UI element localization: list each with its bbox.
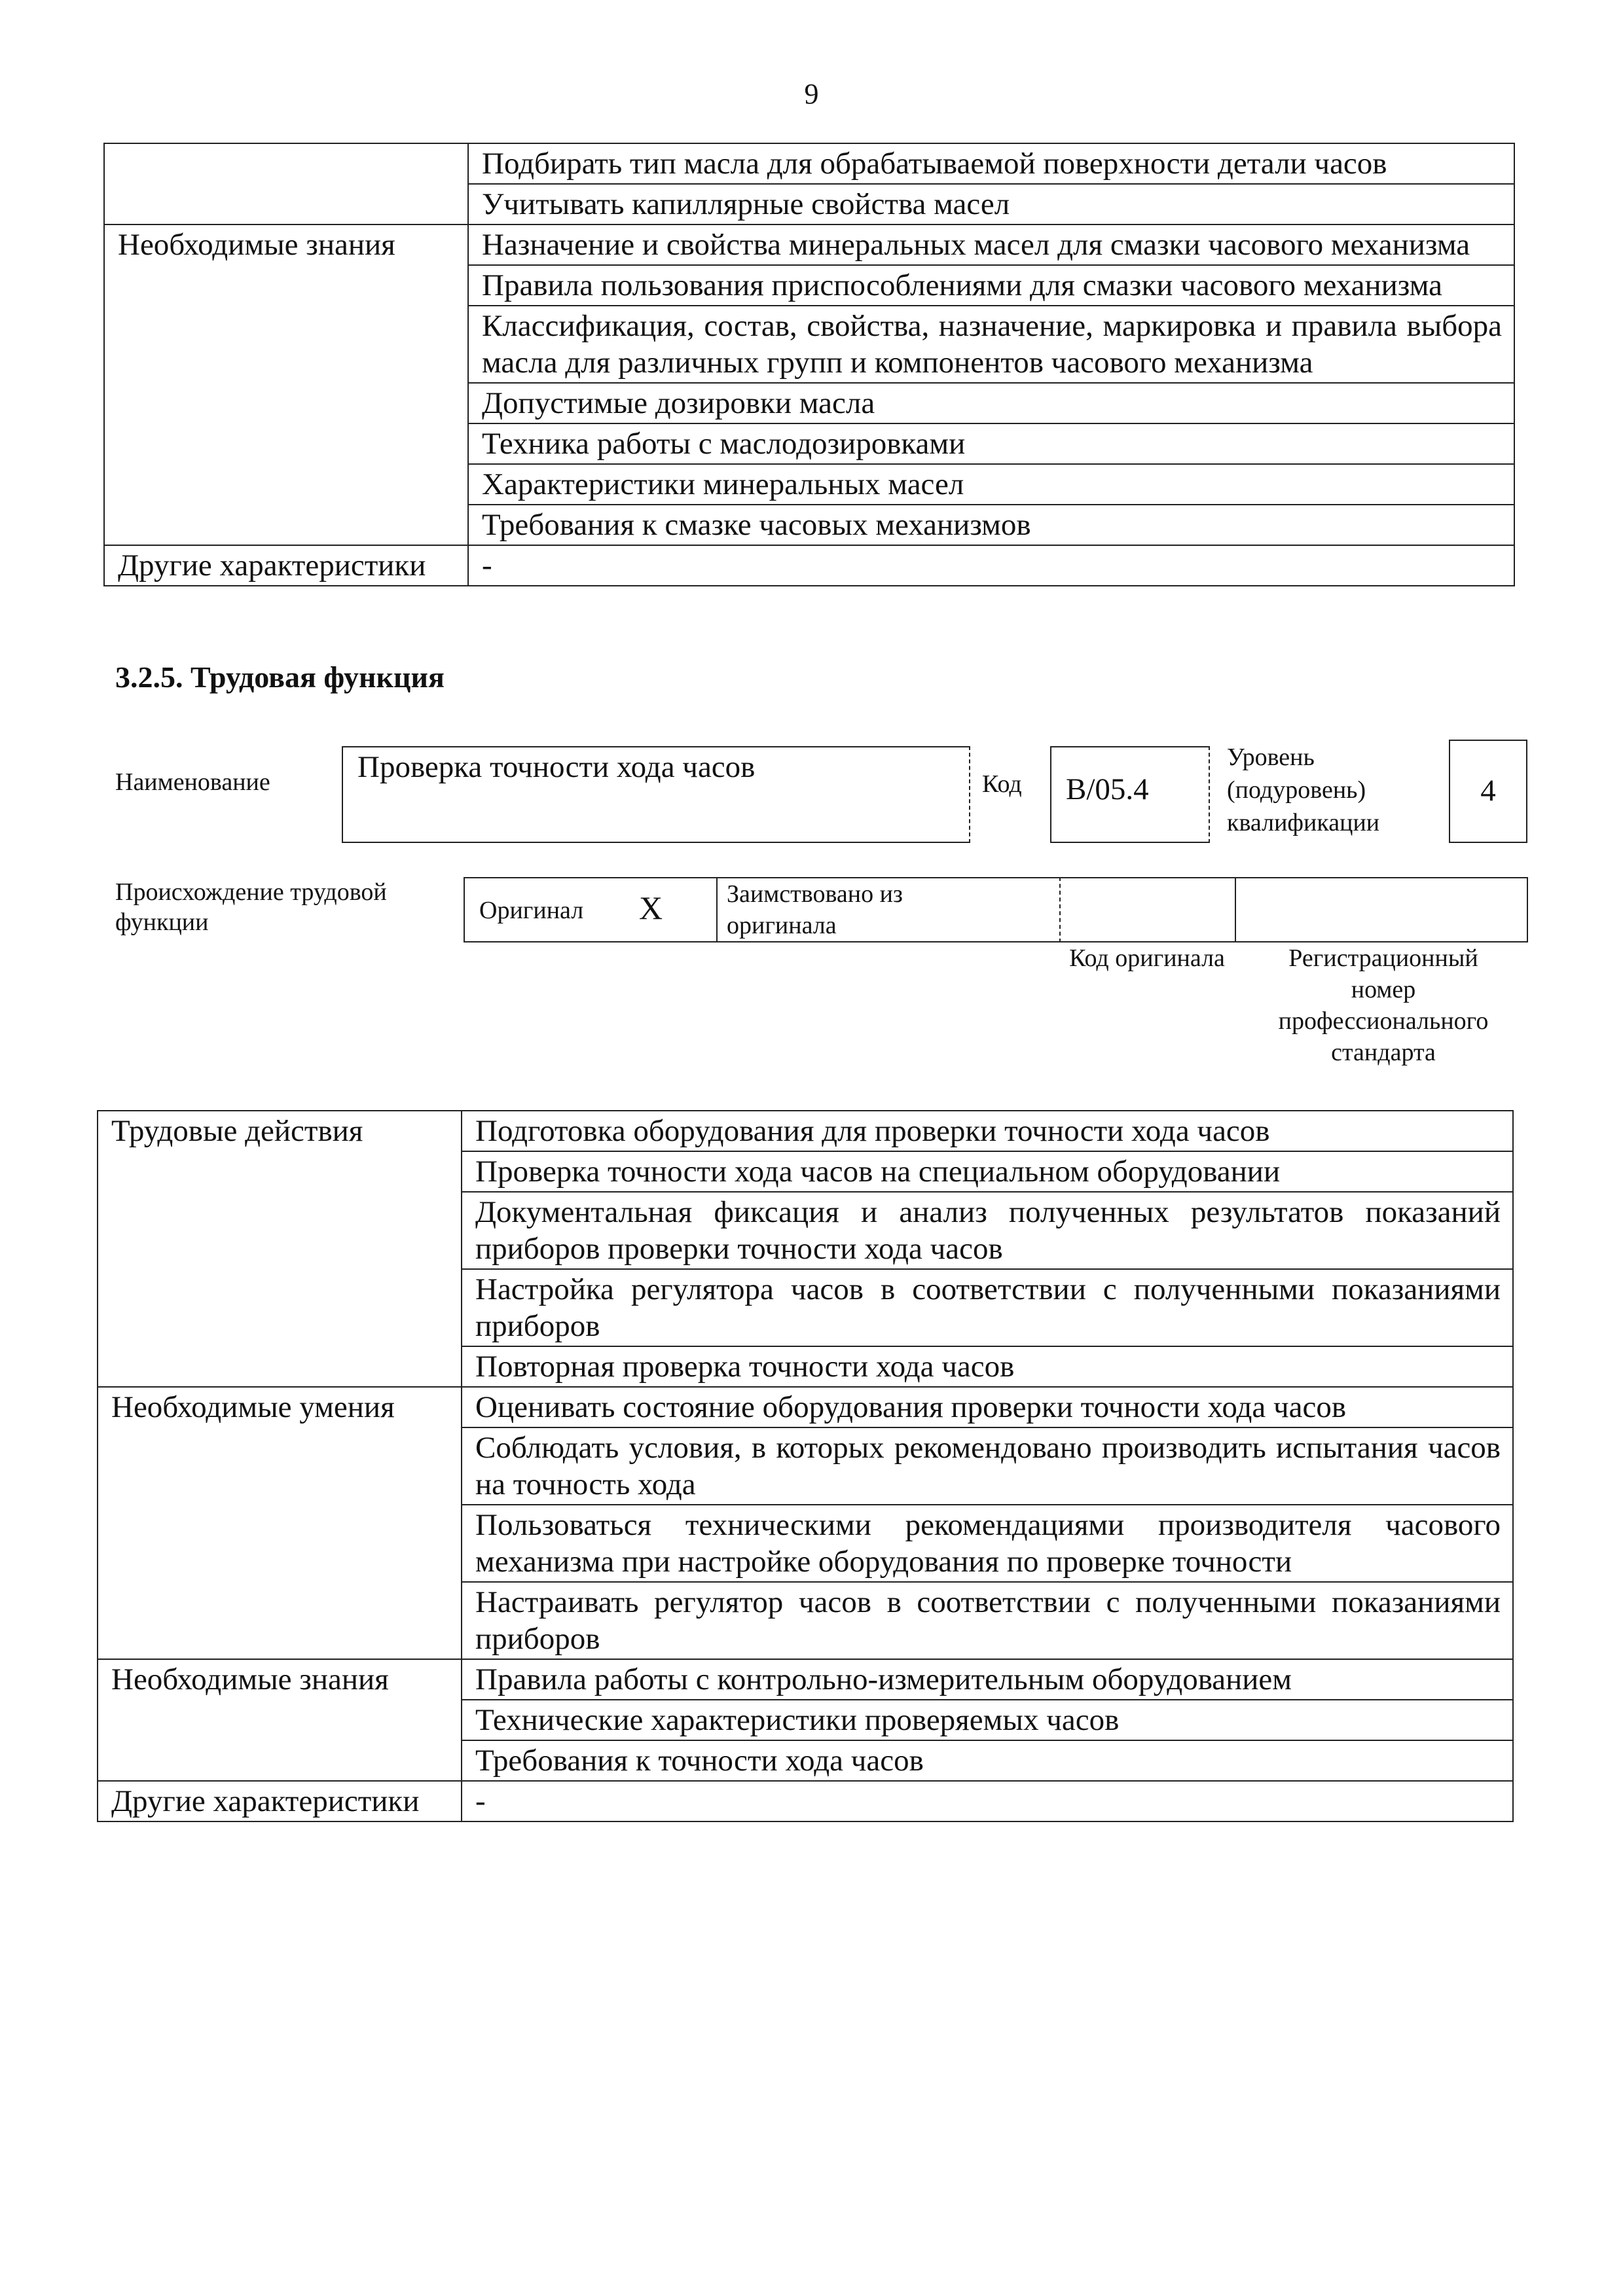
row-item: Характеристики минеральных масел: [468, 464, 1514, 505]
reg-caption: Регистрационный номер профессионального стандарта: [1278, 944, 1489, 1066]
row-item: Технические характеристики проверяемых часов: [462, 1700, 1513, 1740]
code-value-box: [1050, 746, 1210, 843]
table-row: [104, 224, 1514, 265]
row-item: Документальная фиксация и анализ полученных результатов показаний приборов проверки точности хода часов: [462, 1192, 1513, 1269]
row-item: Соблюдать условия, в которых рекомендовано производить испытания часов на точность хода: [462, 1427, 1513, 1505]
name-label: Наименование: [115, 768, 270, 796]
origin-divider-2: [1059, 877, 1061, 942]
row-label: Другие характеристики: [98, 1781, 462, 1821]
row-item: Подготовка оборудования для проверки точности хода часов: [462, 1111, 1513, 1151]
row-item: Настраивать регулятор часов в соответствии с полученными показаниями приборов: [462, 1582, 1513, 1659]
row-item: -: [462, 1781, 1513, 1821]
row-label: Трудовые действия: [98, 1111, 462, 1387]
row-label: Необходимые умения: [98, 1387, 462, 1659]
row-item: Допустимые дозировки масла: [468, 383, 1514, 423]
row-item: Классификация, состав, свойства, назначение, маркировка и правила выбора масла для различных групп и компонентов часового механизма: [468, 306, 1514, 383]
row-item: Оценивать состояние оборудования проверки точности хода часов: [462, 1387, 1513, 1427]
page-number: 9: [804, 78, 819, 110]
requirements-table-1: [103, 143, 1515, 586]
row-item: Проверка точности хода часов на специальном оборудовании: [462, 1151, 1513, 1192]
table-row: [98, 1659, 1513, 1700]
name-value-box: [342, 746, 970, 843]
borrowed-label: Заимствовано из оригинала: [727, 880, 903, 939]
row-item: -: [468, 545, 1514, 586]
row-item: Подбирать тип масла для обрабатываемой поверхности детали часов: [468, 143, 1514, 184]
row-item: Учитывать капиллярные свойства масел: [468, 184, 1514, 224]
level-value: 4: [1480, 774, 1496, 808]
level-label: Уровень (подуровень) квалификации: [1227, 744, 1380, 836]
row-item: Правила работы с контрольно-измерительным оборудованием: [462, 1659, 1513, 1700]
origin-divider-3: [1235, 877, 1236, 942]
origin-box: [464, 877, 1528, 942]
row-label: Необходимые знания: [104, 224, 468, 545]
row-item: Техника работы с маслодозировками: [468, 423, 1514, 464]
row-label: Необходимые знания: [98, 1659, 462, 1781]
section-heading: 3.2.5. Трудовая функция: [115, 660, 445, 694]
row-item: Назначение и свойства минеральных масел для смазки часового механизма: [468, 224, 1514, 265]
origin-label: Происхождение трудовой функции: [115, 878, 387, 936]
table-row: [98, 1781, 1513, 1821]
table-row: [104, 545, 1514, 586]
row-label: Другие характеристики: [104, 545, 468, 586]
row-item: Настройка регулятора часов в соответствии с полученными показаниями приборов: [462, 1269, 1513, 1346]
code-value: B/05.4: [1066, 772, 1149, 806]
table-row: [98, 1387, 1513, 1427]
row-item: Правила пользования приспособлениями для смазки часового механизма: [468, 265, 1514, 306]
original-mark: X: [639, 889, 663, 926]
code-label: Код: [982, 770, 1022, 798]
row-label: [104, 143, 468, 224]
row-item: Пользоваться техническими рекомендациями производителя часового механизма при настройке оборудования по проверке точности: [462, 1505, 1513, 1582]
level-value-box: [1449, 740, 1527, 843]
original-label: Оригинал: [479, 897, 584, 924]
name-value: Проверка точности хода часов: [357, 750, 756, 784]
origin-divider-1: [716, 877, 718, 942]
row-item: Требования к точности хода часов: [462, 1740, 1513, 1781]
code-caption: Код оригинала: [1069, 944, 1225, 972]
table-row: [104, 143, 1514, 184]
table-row: [98, 1111, 1513, 1151]
requirements-table-2: [97, 1110, 1514, 1822]
row-item: Повторная проверка точности хода часов: [462, 1346, 1513, 1387]
row-item: Требования к смазке часовых механизмов: [468, 505, 1514, 545]
